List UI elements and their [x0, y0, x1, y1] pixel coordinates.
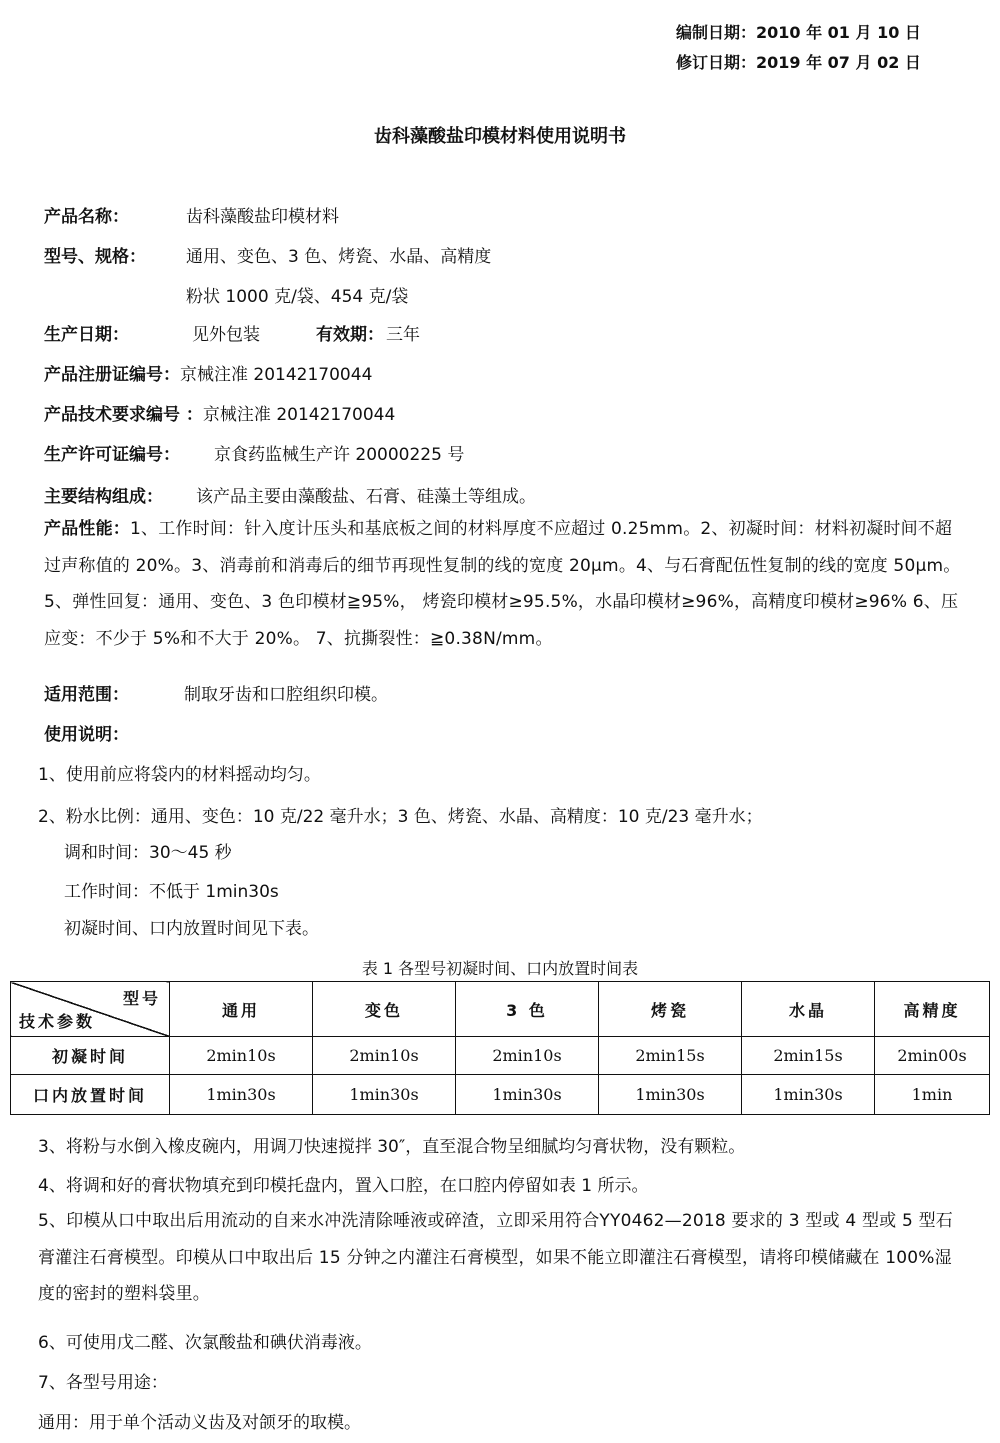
table-cell: 2min15s	[742, 1037, 875, 1075]
license-label: 生产许可证编号：	[44, 445, 180, 465]
scope-label: 适用范围：	[44, 685, 129, 705]
validity-label: 有效期：	[316, 325, 384, 345]
compile-date: 编制日期：2010 年 01 月 10 日	[676, 23, 921, 42]
prod-date-row	[44, 320, 420, 345]
table-cell: 1min	[875, 1075, 990, 1115]
table-cell: 1min30s	[456, 1075, 599, 1115]
product-name-row	[44, 202, 339, 227]
usage-step-4: 4、将调和好的膏状物填充到印模托盘内，置入口腔，在口腔内停留如表 1 所示。	[38, 1176, 649, 1196]
see-table-note: 初凝时间、口内放置时间见下表。	[64, 919, 319, 939]
usage-step-1: 1、使用前应将袋内的材料摇动均匀。	[38, 765, 321, 785]
tech-req-value: 京械注准 20142170044	[202, 405, 396, 425]
usage-step-5: 5、印模从口中取出后用流动的自来水冲洗清除唾液或碎渣，立即采用符合YY0462—2018 要求的 3 型或 4 型或 5 型石膏灌注石膏模型。印模从口中取出后 15 分钟之内灌注石膏模型，如果不能立即灌注石膏模型，请将印模储藏在 100%湿度的密封的塑料袋里。	[38, 1211, 953, 1305]
structure-value: 该产品主要由藻酸盐、石膏、硅藻土等组成。	[196, 487, 536, 507]
usage-step-6: 6、可使用戊二醛、次氯酸盐和碘伏消毒液。	[38, 1333, 372, 1353]
table-header-cell: 水晶	[742, 982, 875, 1037]
table-cell: 1min30s	[313, 1075, 456, 1115]
corner-param-label: 技术参数	[19, 1012, 96, 1031]
table-cell: 2min00s	[875, 1037, 990, 1075]
use-general: 通用：用于单个活动义齿及对颌牙的取模。	[38, 1413, 361, 1433]
license-value: 京食药监械生产许 20000225 号	[214, 445, 465, 465]
model-label: 型号、规格：	[44, 247, 146, 267]
table-cell: 2min10s	[170, 1037, 313, 1075]
table-corner-cell	[11, 982, 170, 1037]
usage-step-3: 3、将粉与水倒入橡皮碗内，用调刀快速搅拌 30″，直至混合物呈细腻均匀膏状物，没有颗粒。	[38, 1137, 746, 1157]
table-caption: 表 1 各型号初凝时间、口内放置时间表	[361, 959, 639, 978]
mix-time: 调和时间：30～45 秒	[64, 843, 232, 863]
model-row	[44, 242, 492, 267]
table-header-cell: 烤瓷	[599, 982, 742, 1037]
product-name-label: 产品名称：	[44, 207, 129, 227]
table-header-cell: 3 色	[456, 982, 599, 1037]
table-cell: 2min15s	[599, 1037, 742, 1075]
scope-value: 制取牙齿和口腔组织印模。	[184, 685, 388, 705]
performance-label: 产品性能：	[44, 519, 130, 539]
table-row	[11, 1075, 990, 1115]
scope-row	[44, 680, 388, 705]
revise-date: 修订日期：2019 年 07 月 02 日	[676, 53, 921, 72]
reg-no-value: 京械注准 20142170044	[180, 365, 373, 385]
structure-row	[44, 482, 536, 507]
prod-date-value: 见外包装	[192, 325, 260, 345]
table-header-cell: 变色	[313, 982, 456, 1037]
table-cell: 2min10s	[456, 1037, 599, 1075]
model-value: 通用、变色、3 色、烤瓷、水晶、高精度	[186, 247, 492, 267]
tech-req-row	[44, 400, 395, 425]
row-label: 初凝时间	[11, 1037, 170, 1075]
spec-value: 粉状 1000 克/袋、454 克/袋	[186, 287, 409, 307]
performance-paragraph	[44, 511, 964, 658]
prod-date-label: 生产日期：	[44, 325, 129, 345]
table-cell: 1min30s	[599, 1075, 742, 1115]
table-cell: 1min30s	[170, 1075, 313, 1115]
table-header-cell: 高精度	[875, 982, 990, 1037]
performance-value: 1、工作时间：针入度计压头和基底板之间的材料厚度不应超过 0.25mm。2、初凝时间：材料初凝时间不超过声称值的 20%。3、消毒前和消毒后的细节再现性复制的线的宽度 20μm。4、与石膏配伍性复制的线的宽度 50μm。5、弹性回复：通用、变色、3 色印模材≧95%， 烤瓷印模材≥95.5%，水晶印模材≥96%，高精度印模材≥96% 6、压应变：不少于 5%和不大于 20%。 7、抗撕裂性：≧0.38N/mm。	[44, 519, 961, 650]
row-label: 口内放置时间	[11, 1075, 170, 1115]
usage-step-2: 2、粉水比例：通用、变色：10 克/22 毫升水；3 色、烤瓷、水晶、高精度：10 克/23 毫升水；	[38, 807, 763, 827]
product-name-value: 齿科藻酸盐印模材料	[186, 207, 339, 227]
usage-heading: 使用说明：	[44, 725, 129, 745]
usage-step-7: 7、各型号用途：	[38, 1373, 168, 1393]
work-time: 工作时间：不低于 1min30s	[64, 882, 279, 902]
reg-no-label: 产品注册证编号：	[44, 365, 180, 385]
document-title: 齿科藻酸盐印模材料使用说明书	[374, 126, 626, 147]
table-header-row	[11, 982, 990, 1037]
table-header-cell: 通用	[170, 982, 313, 1037]
structure-label: 主要结构组成：	[44, 487, 163, 507]
timing-table	[10, 981, 990, 1115]
table-cell: 2min10s	[313, 1037, 456, 1075]
tech-req-label: 产品技术要求编号 ：	[44, 405, 203, 425]
table-cell: 1min30s	[742, 1075, 875, 1115]
table-row	[11, 1037, 990, 1075]
license-row	[44, 440, 465, 465]
reg-no-row	[44, 360, 372, 385]
validity-value: 三年	[386, 325, 420, 345]
corner-model-label: 型号	[122, 989, 161, 1008]
